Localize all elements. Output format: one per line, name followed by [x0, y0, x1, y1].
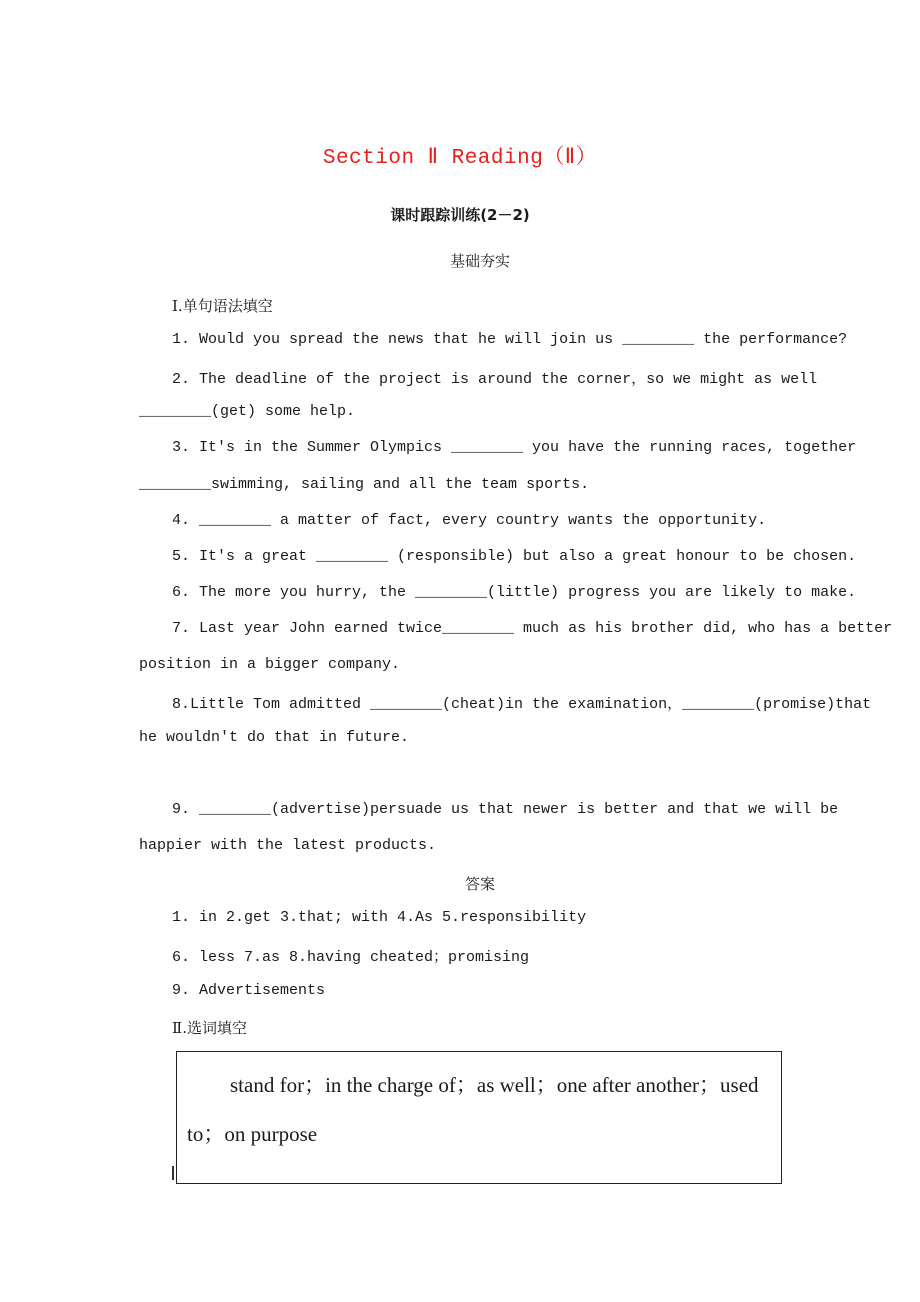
word-bank-line: stand for；in the charge of；as well；one after another；used [230, 1073, 759, 1097]
answer-line: 6. less 7.as 8.having cheated；promising [172, 949, 530, 966]
page-subtitle: 课时跟踪训练(2－2) [390, 206, 530, 224]
word-bank-line: to；on purpose [187, 1122, 318, 1146]
question-line: 3. It's in the Summer Olympics ________ you have the running races, together [172, 439, 857, 456]
question-line: 2. The deadline of the project is around the corner，so we might as well [172, 371, 818, 388]
page-title: Section Ⅱ Reading（Ⅱ） [322, 147, 598, 170]
answer-line: 9. Advertisements [172, 982, 326, 999]
part2-heading: Ⅱ.选词填空 [172, 1019, 247, 1037]
question-line: ________swimming, sailing and all the team sports. [139, 476, 590, 493]
question-line: 8.Little Tom admitted ________(cheat)in the examination，________(promise)that [172, 696, 872, 713]
question-line: 1. Would you spread the news that he will join us ________ the performance? [172, 331, 848, 348]
question-line: ________(get) some help. [139, 403, 356, 420]
part1-heading: Ⅰ.单句语法填空 [172, 297, 273, 315]
question-line: 7. Last year John earned twice________ much as his brother did, who has a better [172, 620, 893, 637]
stray-mark [172, 1166, 174, 1180]
answers-heading: 答案 [464, 875, 495, 893]
level-heading: 基础夯实 [449, 252, 510, 270]
question-line: 9. ________(advertise)persuade us that newer is better and that we will be [172, 801, 839, 818]
question-line: position in a bigger company. [139, 656, 401, 673]
question-line: happier with the latest products. [139, 837, 437, 854]
question-line: 4. ________ a matter of fact, every country wants the opportunity. [172, 512, 767, 529]
answer-line: 1. in 2.get 3.that; with 4.As 5.responsibility [172, 909, 587, 926]
question-line: 5. It's a great ________ (responsible) but also a great honour to be chosen. [172, 548, 857, 565]
question-line: 6. The more you hurry, the ________(little) progress you are likely to make. [172, 584, 857, 601]
question-line: he wouldn't do that in future. [139, 729, 410, 746]
